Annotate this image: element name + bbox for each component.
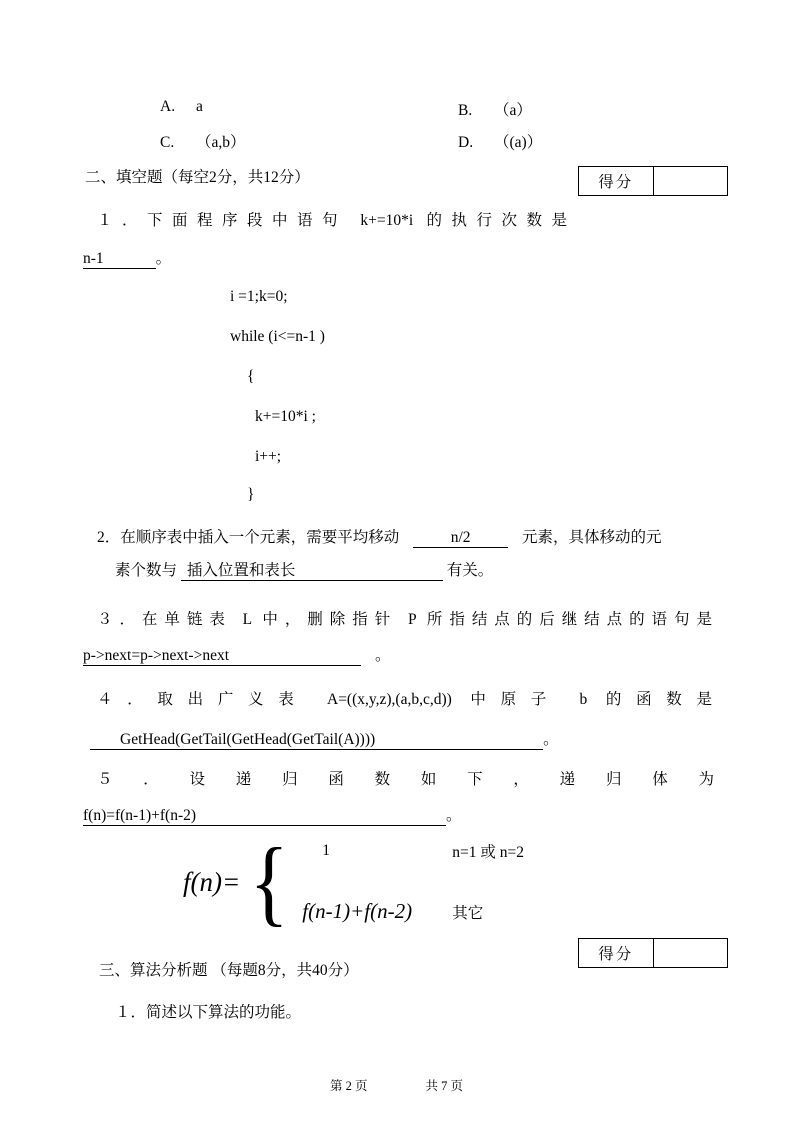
q2-stem-after: 元素，具体移动的元 <box>522 529 662 546</box>
option-d-text: （(a)） <box>494 134 543 151</box>
code-line: } <box>247 486 255 503</box>
option-c-label: C. <box>160 134 175 151</box>
code-line: { <box>247 368 255 385</box>
q3-stem: ３．在单链表 L 中，删除指针 P 所指结点的后继结点的语句是 <box>97 611 712 628</box>
section-algo-heading: 三、算法分析题 （每题8分，共40分） <box>99 962 359 979</box>
q3-answer-line <box>83 643 391 666</box>
q2-blank2: 插入位置和表长 <box>181 558 443 581</box>
q5-period: 。 <box>446 807 462 824</box>
score-label: 得分 <box>579 167 654 195</box>
option-d <box>458 130 542 152</box>
q5-stem: ５．设递归函数如下，递归体为 <box>97 771 714 788</box>
q2-line2-before: 素个数与 <box>115 562 178 579</box>
q1-answer: n-1 <box>83 250 156 269</box>
page-footer <box>0 1076 793 1094</box>
q3-period: 。 <box>375 647 391 664</box>
footer-page-number: 第 2 页 <box>329 1079 368 1093</box>
option-d-label: D. <box>458 134 474 151</box>
left-brace <box>250 836 289 928</box>
code-line: i++; <box>255 448 282 465</box>
q3-answer: p->next=p->next->next <box>83 647 361 666</box>
code-line: while (i<=n-1 ) <box>230 328 325 345</box>
score-box-2 <box>578 938 728 968</box>
score-box-1 <box>578 166 728 196</box>
option-b-text: （a） <box>494 102 532 119</box>
q2-stem-before: 2．在顺序表中插入一个元素，需要平均移动 <box>97 529 400 546</box>
q4-stem: ４．取出广义表 A=((x,y,z),(a,b,c,d)) 中原子 b 的函数是 <box>97 691 712 708</box>
option-a <box>160 98 203 116</box>
formula-case-1 <box>302 840 524 862</box>
q2-line1 <box>97 525 662 548</box>
q4-answer-line <box>90 727 559 750</box>
option-b-label: B. <box>458 102 473 119</box>
algo-q1: １．简述以下算法的功能。 <box>115 1004 302 1021</box>
q2-line2 <box>115 558 493 581</box>
formula-lhs: f(n)= <box>183 866 241 897</box>
q5-answer-line <box>83 803 462 826</box>
code-line: i =1;k=0; <box>230 288 288 305</box>
score-blank-cell <box>654 939 728 967</box>
case1-value: 1 <box>322 842 331 859</box>
formula-cases <box>302 839 524 925</box>
code-line: k+=10*i ; <box>255 408 316 425</box>
option-c-text: （a,b） <box>196 134 246 151</box>
q4-answer: GetHead(GetTail(GetHead(GetTail(A)))) <box>90 731 543 750</box>
score-label: 得分 <box>579 939 654 967</box>
formula-case-2 <box>302 899 524 924</box>
q1-stem: １．下面程序段中语句 k+=10*i 的执行次数是 <box>97 212 567 229</box>
q2-blank1: n/2 <box>413 529 508 548</box>
case1-condition: n=1 或 n=2 <box>452 844 525 861</box>
q1-period: 。 <box>155 250 172 267</box>
recursive-formula <box>183 836 524 928</box>
footer-total-pages: 共 7 页 <box>425 1079 464 1093</box>
option-c <box>160 130 246 152</box>
q4-period: 。 <box>543 731 559 748</box>
q5-answer: f(n)=f(n-1)+f(n-2) <box>83 807 446 826</box>
q2-line2-after: 有关。 <box>446 562 494 579</box>
score-blank-cell <box>654 167 728 195</box>
option-a-label: A. <box>160 98 176 115</box>
case2-condition: 其它 <box>452 904 484 922</box>
case2-value: f(n-1)+f(n-2) <box>302 899 413 923</box>
section-fill-heading: 二、填空题（每空2分，共12分） <box>85 169 310 186</box>
q1-answer-line <box>83 246 171 269</box>
option-a-text: a <box>196 98 203 115</box>
option-b <box>458 98 532 120</box>
